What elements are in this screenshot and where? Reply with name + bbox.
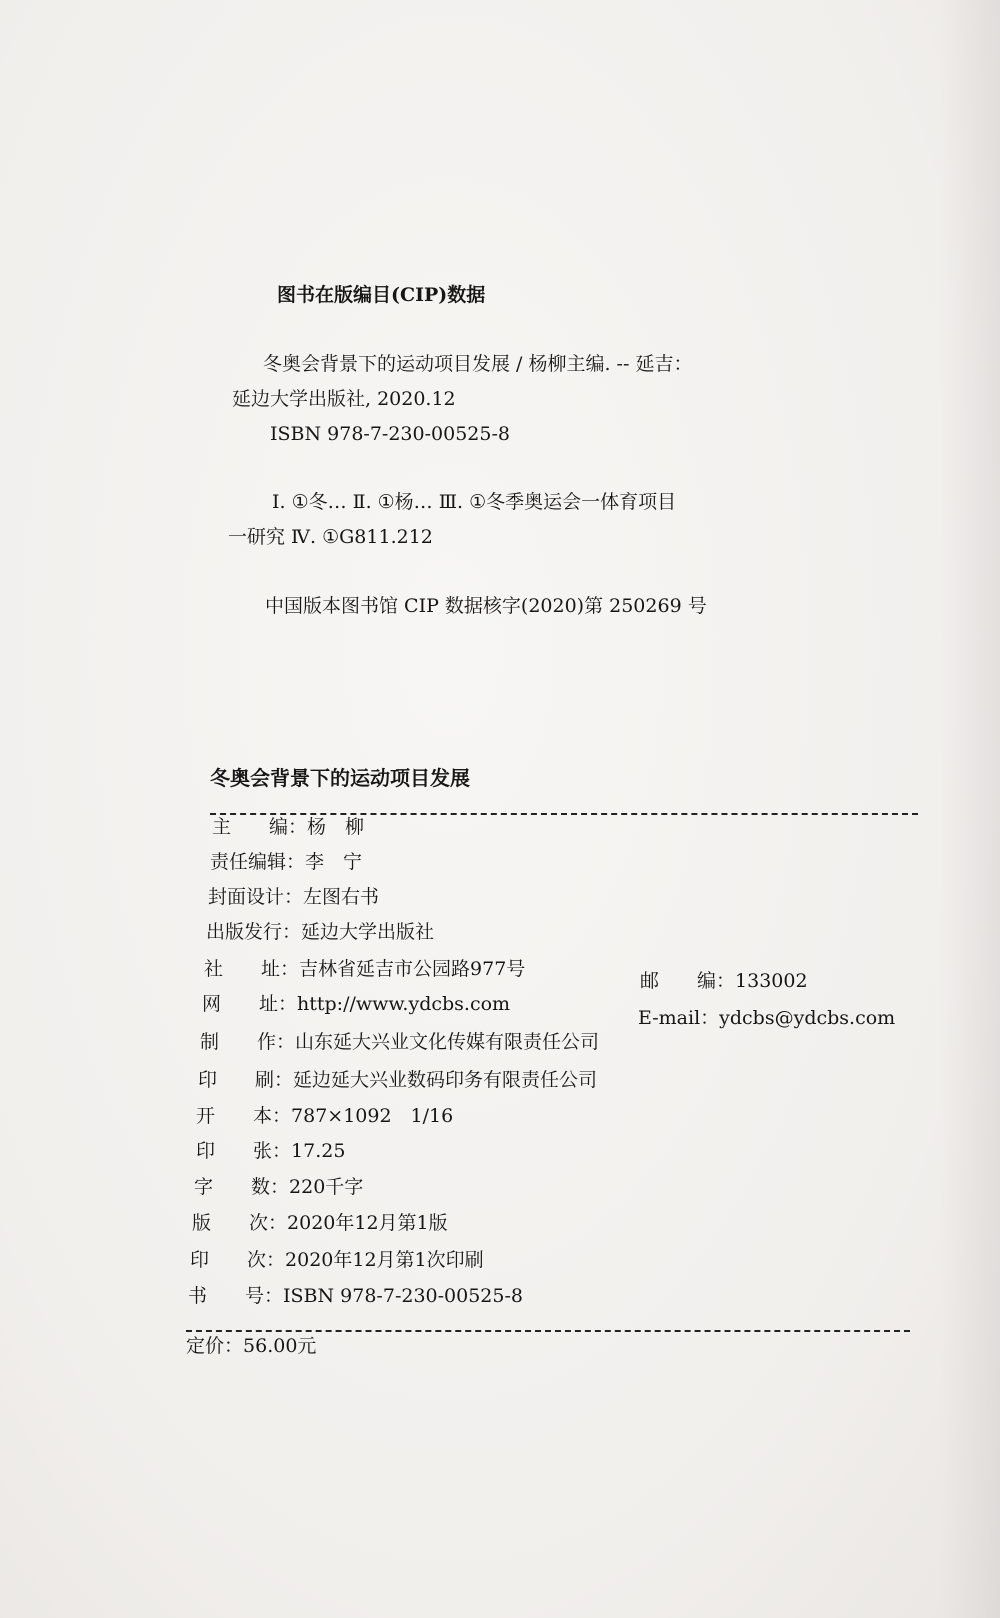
printing-label: 印 次：: [190, 1249, 286, 1271]
cip-record-number: 中国版本图书馆 CIP 数据核字(2020)第 250269 号: [265, 595, 707, 617]
email-label: E-mail：: [638, 1007, 720, 1029]
editor-value: 杨 柳: [307, 816, 365, 838]
printer-label: 印 刷：: [198, 1069, 294, 1091]
cip-isbn: ISBN 978-7-230-00525-8: [270, 423, 510, 445]
bottom-dashed-rule: [186, 1330, 910, 1332]
production-value: 山东延大兴业文化传媒有限责任公司: [295, 1031, 600, 1053]
format-row: [196, 1104, 453, 1128]
address-label: 社 址：: [204, 958, 300, 980]
printing-row: [190, 1248, 484, 1272]
cip-heading: 图书在版编目(CIP)数据: [277, 284, 486, 306]
address-row: [204, 957, 525, 981]
cip-subjects-line1: Ⅰ. ①冬… Ⅱ. ①杨… Ⅲ. ①冬季奥运会一体育项目: [272, 491, 677, 513]
responsible-editor-label: 责任编辑：: [210, 851, 306, 873]
printed-sheets-value: 17.25: [291, 1140, 346, 1162]
website-row: [202, 992, 510, 1016]
publisher-row: [206, 920, 434, 944]
edition-value: 2020年12月第1版: [287, 1212, 448, 1234]
edition-row: [192, 1211, 448, 1235]
production-row: [200, 1030, 599, 1054]
address-value: 吉林省延吉市公园路977号: [299, 958, 526, 980]
printer-value: 延边延大兴业数码印务有限责任公司: [293, 1069, 598, 1091]
price-label: 定价：: [186, 1335, 244, 1357]
postcode-row: [640, 969, 808, 993]
editor-label: 主 编：: [212, 816, 308, 838]
book-number-label: 书 号：: [188, 1285, 284, 1307]
responsible-editor-row: [210, 850, 362, 874]
printed-sheets-row: [196, 1139, 345, 1163]
publisher-value: 延边大学出版社: [301, 921, 435, 943]
word-count-value: 220千字: [289, 1176, 364, 1198]
price-value: 56.00元: [243, 1335, 317, 1357]
website-value: http://www.ydcbs.com: [297, 993, 511, 1015]
editor-row: [212, 815, 364, 839]
printer-row: [198, 1068, 597, 1092]
responsible-editor-value: 李 宁: [305, 851, 363, 873]
printing-value: 2020年12月第1次印刷: [285, 1249, 484, 1271]
book-number-value: ISBN 978-7-230-00525-8: [283, 1285, 523, 1307]
email-value: ydcbs@ydcbs.com: [719, 1007, 896, 1029]
book-number-row: [188, 1284, 523, 1308]
format-value: 787×1092 1/16: [291, 1105, 454, 1127]
cip-entry-line2: 延边大学出版社, 2020.12: [232, 388, 456, 410]
postcode-value: 133002: [735, 970, 808, 992]
page-edge-shadow: [940, 0, 1000, 1618]
publisher-label: 出版发行：: [206, 921, 302, 943]
cover-design-row: [208, 885, 379, 909]
book-title: 冬奥会背景下的运动项目发展: [210, 766, 470, 790]
word-count-row: [194, 1175, 363, 1199]
edition-label: 版 次：: [192, 1212, 288, 1234]
price-row: [186, 1334, 316, 1358]
word-count-label: 字 数：: [194, 1176, 290, 1198]
printed-sheets-label: 印 张：: [196, 1140, 292, 1162]
cip-subjects-line2: 一研究 Ⅳ. ①G811.212: [228, 526, 433, 548]
production-label: 制 作：: [200, 1031, 296, 1053]
cip-entry-line1: 冬奥会背景下的运动项目发展 / 杨柳主编. -- 延吉：: [263, 353, 693, 375]
website-label: 网 址：: [202, 993, 298, 1015]
postcode-label: 邮 编：: [640, 970, 736, 992]
format-label: 开 本：: [196, 1105, 292, 1127]
email-row: [638, 1006, 895, 1030]
cover-design-label: 封面设计：: [208, 886, 304, 908]
cover-design-value: 左图右书: [303, 886, 380, 908]
